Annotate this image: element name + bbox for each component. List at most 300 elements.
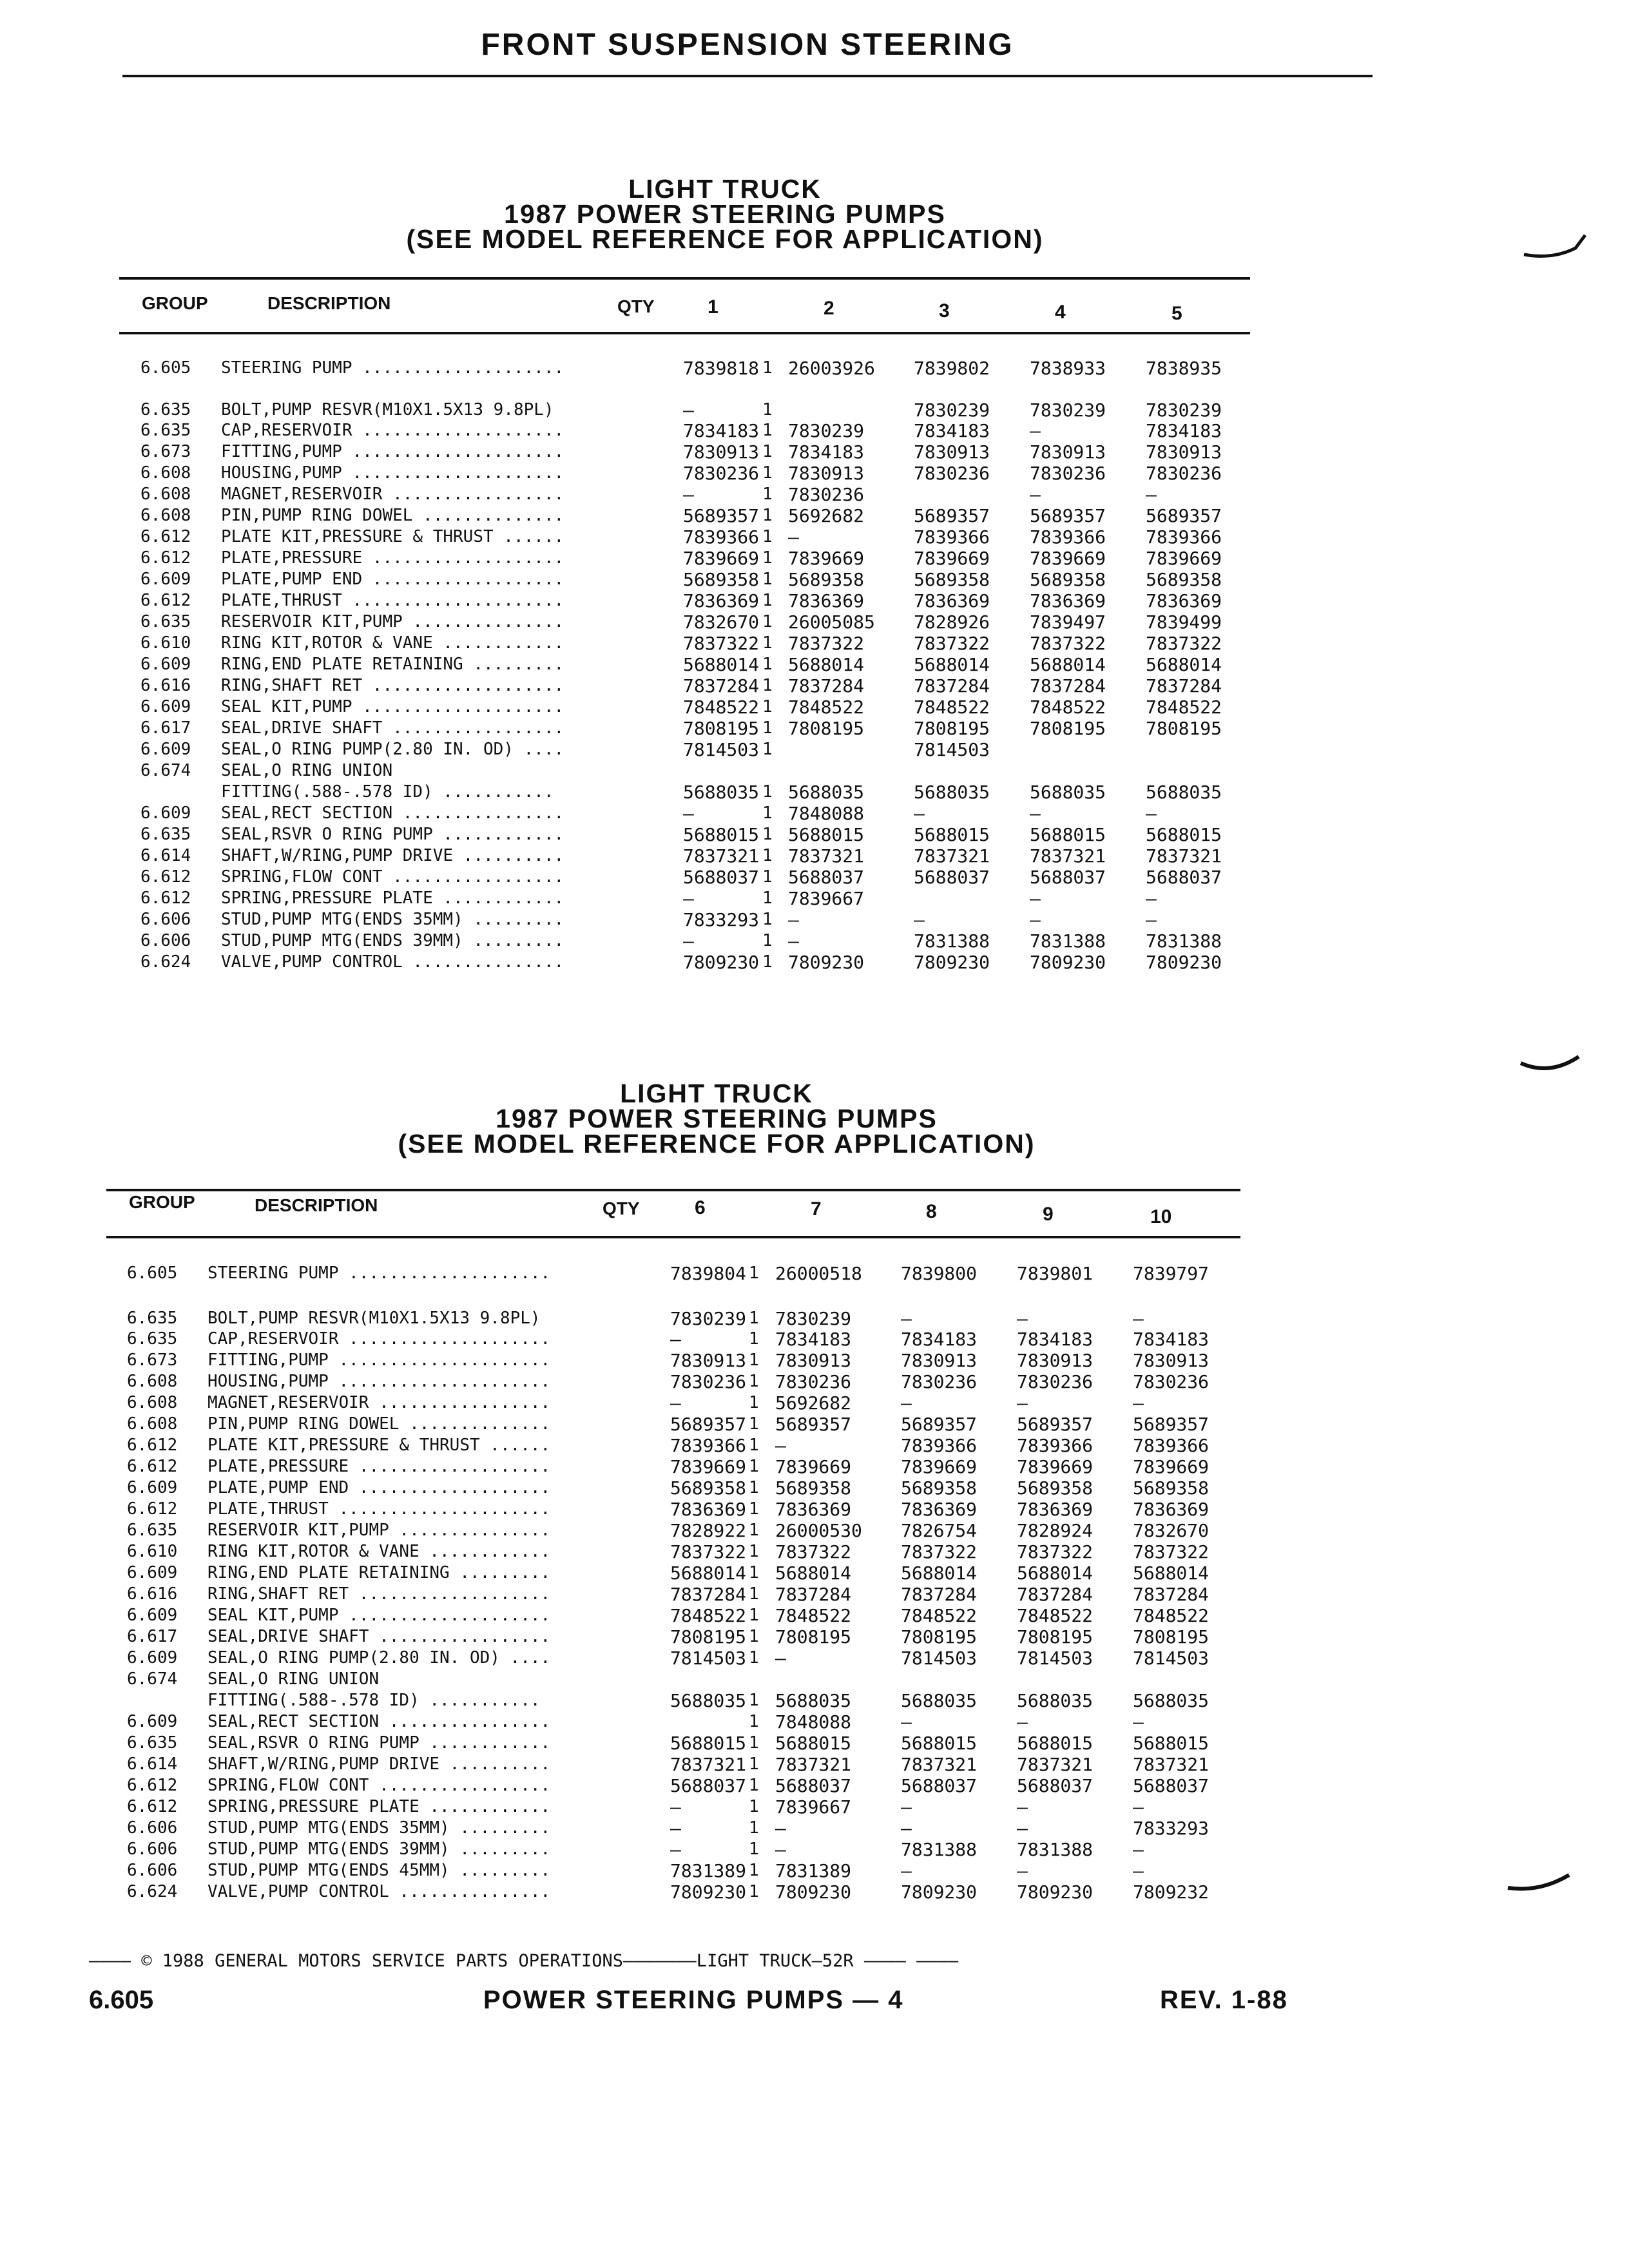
part-number-cell: 5688014 xyxy=(914,654,990,675)
part-number-cell: 7839667 xyxy=(788,888,865,909)
quantity: 1 xyxy=(749,1309,759,1328)
part-description: SEAL,DRIVE SHAFT ................. xyxy=(207,1627,551,1646)
group-number: 6.610 xyxy=(140,633,191,653)
part-number-cell: 7838935 xyxy=(1146,358,1222,379)
group-number: 6.605 xyxy=(140,358,191,378)
quantity: 1 xyxy=(749,1840,759,1859)
footer-page-label: POWER STEERING PUMPS — 4 xyxy=(483,1986,904,2014)
header-bottom-rule xyxy=(106,1236,1240,1238)
part-number-cell: — xyxy=(1017,1308,1028,1329)
part-number-cell: 7837284 xyxy=(1146,675,1222,697)
group-number: 6.609 xyxy=(140,803,191,823)
part-number-cell: 7836369 xyxy=(1146,590,1222,611)
part-number-cell: 7831388 xyxy=(1030,930,1106,952)
part-number-cell: 7839669 xyxy=(1133,1456,1210,1477)
part-description: SEAL,RSVR O RING PUMP ............ xyxy=(207,1733,551,1753)
part-number-cell: 7837321 xyxy=(788,845,865,867)
part-description: RING,END PLATE RETAINING ......... xyxy=(221,655,564,674)
part-number-cell: 7826754 xyxy=(901,1520,978,1541)
header-bottom-rule xyxy=(119,332,1250,334)
part-number-cell: 7834183 xyxy=(1133,1329,1210,1350)
column-header-9: 9 xyxy=(1043,1204,1054,1225)
part-number-cell: — xyxy=(901,1308,912,1329)
part-number-cell: 7828924 xyxy=(1017,1520,1094,1541)
group-number: 6.635 xyxy=(127,1521,178,1540)
part-number-cell: 7830913 xyxy=(670,1350,747,1371)
part-number-cell: 5688015 xyxy=(1133,1733,1210,1754)
part-description: STUD,PUMP MTG(ENDS 39MM) ......... xyxy=(207,1840,551,1859)
part-number-cell: 5688037 xyxy=(1030,867,1106,888)
part-number-cell: 7848522 xyxy=(901,1605,978,1626)
quantity: 1 xyxy=(762,740,773,759)
quantity: 1 xyxy=(762,676,773,695)
column-header-4: 4 xyxy=(1055,302,1066,323)
group-number: 6.612 xyxy=(127,1457,178,1476)
column-header-10: 10 xyxy=(1150,1206,1172,1227)
part-number-cell: — xyxy=(670,1329,681,1350)
part-number-cell: 7831388 xyxy=(1017,1839,1094,1860)
group-number: 6.612 xyxy=(140,867,191,887)
part-number-cell: — xyxy=(788,526,799,548)
part-number-cell: — xyxy=(901,1711,912,1733)
part-number-cell: 5688035 xyxy=(914,782,990,803)
quantity: 1 xyxy=(749,1436,759,1455)
group-number: 6.635 xyxy=(127,1733,178,1753)
group-number: 6.614 xyxy=(127,1754,178,1774)
part-number-cell: — xyxy=(1146,803,1157,824)
description-header: DESCRIPTION xyxy=(267,293,391,313)
part-number-cell: 7809230 xyxy=(1017,1881,1094,1903)
part-number-cell: 5688014 xyxy=(1017,1562,1094,1584)
group-number: 6.606 xyxy=(140,931,191,950)
part-number-cell: 7809232 xyxy=(1133,1881,1210,1903)
group-number: 6.606 xyxy=(127,1840,178,1859)
part-number-cell: 7837322 xyxy=(683,633,760,654)
quantity: 1 xyxy=(762,442,773,461)
qty-header: QTY xyxy=(602,1198,640,1218)
part-description: MAGNET,RESERVOIR ................. xyxy=(221,485,564,504)
part-number-cell: 7834183 xyxy=(1017,1329,1094,1350)
part-number-cell: 7837284 xyxy=(775,1584,852,1605)
part-number-cell: 5688014 xyxy=(683,654,760,675)
part-number-cell: 7830913 xyxy=(775,1350,852,1371)
group-number: 6.614 xyxy=(140,846,191,865)
part-number-cell: — xyxy=(683,484,694,505)
header-top-rule xyxy=(119,277,1250,280)
quantity: 1 xyxy=(749,1542,759,1561)
group-number: 6.609 xyxy=(127,1478,178,1497)
part-number-cell: 7834183 xyxy=(1146,420,1222,441)
part-number-cell: — xyxy=(901,1818,912,1839)
part-number-cell: — xyxy=(670,1796,681,1818)
part-number-cell: 7814503 xyxy=(1133,1648,1210,1669)
part-number-cell: 7837322 xyxy=(1133,1541,1210,1562)
part-number-cell: — xyxy=(775,1839,786,1860)
part-number-cell: 5689357 xyxy=(683,505,760,526)
part-number-cell: 7809230 xyxy=(788,952,865,973)
part-number-cell: 7839669 xyxy=(1030,548,1106,569)
part-number-cell: 7837322 xyxy=(1017,1541,1094,1562)
part-number-cell: 7814503 xyxy=(914,739,990,760)
part-description: HOUSING,PUMP ..................... xyxy=(207,1372,551,1391)
quantity: 1 xyxy=(762,421,773,440)
quantity: 1 xyxy=(749,1329,759,1349)
quantity: 1 xyxy=(749,1563,759,1582)
part-number-cell: 7809230 xyxy=(914,952,990,973)
group-number: 6.608 xyxy=(127,1393,178,1412)
part-number-cell: 7838933 xyxy=(1030,358,1106,379)
part-number-cell: 5688014 xyxy=(775,1562,852,1584)
part-number-cell: 5688015 xyxy=(670,1733,747,1754)
part-description: FITTING,PUMP ..................... xyxy=(221,442,564,461)
quantity: 1 xyxy=(762,910,773,929)
part-number-cell: 7836369 xyxy=(670,1499,747,1520)
part-number-cell: — xyxy=(670,1818,681,1839)
group-number: 6.612 xyxy=(127,1436,178,1455)
part-number-cell: 7837321 xyxy=(775,1754,852,1775)
part-number-cell: 7837321 xyxy=(1146,845,1222,867)
part-number-cell: 7839499 xyxy=(1146,611,1222,633)
part-number-cell: 7830236 xyxy=(1146,463,1222,484)
part-number-cell: 5689357 xyxy=(914,505,990,526)
group-number: 6.624 xyxy=(140,952,191,972)
part-number-cell: 7839366 xyxy=(1017,1435,1094,1456)
part-number-cell: 7830239 xyxy=(788,420,865,441)
part-description: STUD,PUMP MTG(ENDS 35MM) ......... xyxy=(221,910,564,929)
part-number-cell: — xyxy=(1146,484,1157,505)
part-number-cell: 5689357 xyxy=(901,1414,978,1435)
group-number: 6.673 xyxy=(140,442,191,461)
quantity: 1 xyxy=(749,1606,759,1625)
group-number: 6.612 xyxy=(140,548,191,568)
part-number-cell: — xyxy=(1017,1392,1028,1414)
part-description: VALVE,PUMP CONTROL ............... xyxy=(207,1882,551,1901)
quantity: 1 xyxy=(762,697,773,716)
quantity: 1 xyxy=(749,1776,759,1795)
part-number-cell: 5689358 xyxy=(901,1477,978,1499)
part-number-cell: 7839669 xyxy=(683,548,760,569)
part-description: PLATE,THRUST ..................... xyxy=(207,1499,551,1519)
part-number-cell: 7839366 xyxy=(1030,526,1106,548)
column-header-1: 1 xyxy=(708,296,718,318)
group-number: 6.612 xyxy=(140,889,191,908)
part-description: STUD,PUMP MTG(ENDS 35MM) ......... xyxy=(207,1818,551,1838)
part-description: SPRING,FLOW CONT ................. xyxy=(207,1776,551,1795)
part-description: SHAFT,W/RING,PUMP DRIVE .......... xyxy=(221,846,564,865)
part-description: PLATE KIT,PRESSURE & THRUST ...... xyxy=(221,527,564,546)
part-description: MAGNET,RESERVOIR ................. xyxy=(207,1393,551,1412)
part-number-cell: 7848522 xyxy=(670,1605,747,1626)
quantity: 1 xyxy=(762,889,773,908)
group-number: 6.624 xyxy=(127,1882,178,1901)
quantity: 1 xyxy=(762,782,773,802)
part-number-cell: 5688014 xyxy=(1146,654,1222,675)
part-number-cell: 7831389 xyxy=(670,1860,747,1881)
quantity: 1 xyxy=(749,1733,759,1753)
group-number: 6.612 xyxy=(140,527,191,546)
part-number-cell: 7808195 xyxy=(1017,1626,1094,1648)
part-number-cell: 7848088 xyxy=(775,1711,852,1733)
section-title-line-3: (SEE MODEL REFERENCE FOR APPLICATION) xyxy=(398,1129,1036,1158)
part-number-cell: 7837322 xyxy=(914,633,990,654)
part-number-cell: — xyxy=(1133,1860,1144,1881)
part-number-cell: 7830236 xyxy=(788,484,865,505)
part-number-cell: 7834183 xyxy=(901,1329,978,1350)
part-number-cell: — xyxy=(1133,1839,1144,1860)
quantity: 1 xyxy=(762,612,773,631)
part-number-cell: 7834183 xyxy=(914,420,990,441)
quantity: 1 xyxy=(749,1393,759,1412)
part-number-cell: — xyxy=(788,930,799,952)
part-number-cell: 7830239 xyxy=(914,399,990,421)
part-number-cell: 26003926 xyxy=(788,358,875,379)
part-number-cell: 7808195 xyxy=(901,1626,978,1648)
part-number-cell: 7839366 xyxy=(1133,1435,1210,1456)
quantity: 1 xyxy=(762,633,773,653)
part-number-cell: 5688015 xyxy=(914,824,990,845)
group-number: 6.609 xyxy=(140,697,191,716)
part-number-cell: 5688015 xyxy=(775,1733,852,1754)
column-header-6: 6 xyxy=(695,1197,706,1218)
part-number-cell: 5688015 xyxy=(1030,824,1106,845)
group-number: 6.608 xyxy=(140,506,191,525)
part-number-cell: 7834183 xyxy=(683,420,760,441)
group-number: 6.609 xyxy=(140,570,191,589)
part-number-cell: 7809230 xyxy=(683,952,760,973)
part-number-cell: 7814503 xyxy=(901,1648,978,1669)
part-number-cell: 7837322 xyxy=(1146,633,1222,654)
part-number-cell: 7837284 xyxy=(1030,675,1106,697)
part-description: STEERING PUMP .................... xyxy=(221,358,564,378)
part-description: STEERING PUMP .................... xyxy=(207,1264,551,1283)
part-number-cell: 7848522 xyxy=(683,697,760,718)
part-number-cell: 7837284 xyxy=(683,675,760,697)
part-number-cell: — xyxy=(901,1796,912,1818)
part-number-cell: 5688037 xyxy=(1017,1775,1094,1796)
part-number-cell: 7848522 xyxy=(1030,697,1106,718)
quantity: 1 xyxy=(762,358,773,378)
part-description: BOLT,PUMP RESVR(M10X1.5X13 9.8PL) xyxy=(207,1309,541,1328)
footer-group-number: 6.605 xyxy=(89,1986,154,2014)
part-description: STUD,PUMP MTG(ENDS 45MM) ......... xyxy=(207,1861,551,1880)
group-number: 6.609 xyxy=(127,1606,178,1625)
part-number-cell: 7830239 xyxy=(775,1308,852,1329)
part-description: FITTING(.588-.578 ID) ........... xyxy=(221,782,554,802)
part-description: FITTING,PUMP ..................... xyxy=(207,1350,551,1370)
group-number: 6.609 xyxy=(140,655,191,674)
group-number: 6.609 xyxy=(127,1563,178,1582)
part-number-cell: 5689358 xyxy=(914,569,990,590)
part-number-cell: — xyxy=(670,1392,681,1414)
group-number: 6.635 xyxy=(140,421,191,440)
part-number-cell: 7830236 xyxy=(901,1371,978,1392)
part-number-cell: 5688037 xyxy=(901,1775,978,1796)
part-description: CAP,RESERVOIR .................... xyxy=(207,1329,551,1349)
part-number-cell: 7830236 xyxy=(775,1371,852,1392)
margin-mark-top xyxy=(1521,229,1592,267)
part-number-cell: 7834183 xyxy=(775,1329,852,1350)
part-number-cell: 26005085 xyxy=(788,611,875,633)
part-number-cell: 7839669 xyxy=(1146,548,1222,569)
part-number-cell: 5688037 xyxy=(1146,867,1222,888)
part-number-cell: 7831389 xyxy=(775,1860,852,1881)
quantity: 1 xyxy=(762,803,773,823)
part-number-cell: 7808195 xyxy=(914,718,990,739)
part-number-cell: 5688015 xyxy=(1017,1733,1094,1754)
part-number-cell: 7834183 xyxy=(788,441,865,463)
part-number-cell: 5688037 xyxy=(1133,1775,1210,1796)
part-number-cell: 7808195 xyxy=(670,1626,747,1648)
part-number-cell: 7836369 xyxy=(788,590,865,611)
quantity: 1 xyxy=(762,527,773,546)
part-number-cell: 7839366 xyxy=(914,526,990,548)
page-title: FRONT SUSPENSION STEERING xyxy=(481,28,1014,62)
part-number-cell: 7839497 xyxy=(1030,611,1106,633)
part-number-cell: 7830236 xyxy=(914,463,990,484)
quantity: 1 xyxy=(762,506,773,525)
part-number-cell: — xyxy=(1133,1711,1144,1733)
part-description: PLATE KIT,PRESSURE & THRUST ...... xyxy=(207,1436,551,1455)
part-number-cell: — xyxy=(1017,1818,1028,1839)
title-rule xyxy=(122,75,1373,77)
part-number-cell: 7808195 xyxy=(1133,1626,1210,1648)
part-number-cell: — xyxy=(1030,420,1041,441)
part-description: PLATE,PUMP END ................... xyxy=(221,570,564,589)
part-number-cell: 7833293 xyxy=(683,909,760,930)
part-number-cell: 7839669 xyxy=(670,1456,747,1477)
part-number-cell: 5689358 xyxy=(775,1477,852,1499)
part-number-cell: — xyxy=(1133,1796,1144,1818)
part-number-cell: 5688037 xyxy=(670,1775,747,1796)
part-number-cell: 7839669 xyxy=(788,548,865,569)
section-title-line-2: 1987 POWER STEERING PUMPS xyxy=(496,1104,938,1133)
group-number: 6.616 xyxy=(127,1584,178,1604)
part-number-cell: 7809230 xyxy=(670,1881,747,1903)
quantity: 1 xyxy=(762,718,773,738)
part-number-cell: — xyxy=(1017,1711,1028,1733)
quantity: 1 xyxy=(762,846,773,865)
quantity: 1 xyxy=(749,1754,759,1774)
part-number-cell: — xyxy=(1030,888,1041,909)
part-description: SEAL KIT,PUMP .................... xyxy=(221,697,564,716)
part-description: RING,SHAFT RET ................... xyxy=(221,676,564,695)
column-header-3: 3 xyxy=(939,300,950,322)
part-number-cell: 7837321 xyxy=(914,845,990,867)
part-number-cell: 7830913 xyxy=(1017,1350,1094,1371)
part-number-cell: 7809230 xyxy=(775,1881,852,1903)
part-number-cell: 7828926 xyxy=(914,611,990,633)
part-number-cell: 7839800 xyxy=(901,1263,978,1284)
group-number: 6.617 xyxy=(140,718,191,738)
part-number-cell: 7848088 xyxy=(788,803,865,824)
quantity: 1 xyxy=(762,952,773,972)
part-number-cell: 5689358 xyxy=(1017,1477,1094,1499)
part-number-cell: 7839804 xyxy=(670,1263,747,1284)
part-number-cell: 5688015 xyxy=(788,824,865,845)
part-number-cell: — xyxy=(1017,1796,1028,1818)
part-number-cell: 7830913 xyxy=(914,441,990,463)
footer-revision: REV. 1-88 xyxy=(1160,1986,1288,2014)
part-number-cell: 7839667 xyxy=(775,1796,852,1818)
quantity: 1 xyxy=(749,1264,759,1283)
part-number-cell: 7837284 xyxy=(788,675,865,697)
part-number-cell: 26000530 xyxy=(775,1520,862,1541)
group-number: 6.674 xyxy=(127,1669,178,1689)
part-description: SPRING,FLOW CONT ................. xyxy=(221,867,564,887)
part-number-cell: 7830239 xyxy=(670,1308,747,1329)
part-number-cell: 7830913 xyxy=(901,1350,978,1371)
header-top-rule xyxy=(106,1189,1240,1191)
part-number-cell: 5688035 xyxy=(1017,1690,1094,1711)
part-description: PLATE,PRESSURE ................... xyxy=(221,548,564,568)
group-header: GROUP xyxy=(129,1192,195,1212)
part-description: SEAL,O RING UNION xyxy=(207,1669,380,1689)
group-number: 6.606 xyxy=(127,1861,178,1880)
part-description: RING KIT,ROTOR & VANE ............ xyxy=(207,1542,551,1561)
quantity: 1 xyxy=(749,1521,759,1540)
part-number-cell: 7839801 xyxy=(1017,1263,1094,1284)
part-number-cell: 7830913 xyxy=(683,441,760,463)
part-number-cell: — xyxy=(901,1392,912,1414)
part-description: SPRING,PRESSURE PLATE ............ xyxy=(221,889,564,908)
part-number-cell: 7808195 xyxy=(683,718,760,739)
group-number: 6.609 xyxy=(140,740,191,759)
quantity: 1 xyxy=(762,655,773,674)
part-number-cell: — xyxy=(1030,484,1041,505)
part-number-cell: 7837321 xyxy=(1133,1754,1210,1775)
part-number-cell: — xyxy=(670,1839,681,1860)
part-number-cell: 7837322 xyxy=(901,1541,978,1562)
group-number: 6.617 xyxy=(127,1627,178,1646)
part-description: PLATE,THRUST ..................... xyxy=(221,591,564,610)
group-number: 6.609 xyxy=(127,1712,178,1731)
part-number-cell: 7831388 xyxy=(1146,930,1222,952)
group-number: 6.673 xyxy=(127,1350,178,1370)
part-description: SHAFT,W/RING,PUMP DRIVE .......... xyxy=(207,1754,551,1774)
group-number: 6.612 xyxy=(127,1776,178,1795)
part-number-cell: 7830236 xyxy=(1030,463,1106,484)
part-number-cell: 7837321 xyxy=(1017,1754,1094,1775)
quantity: 1 xyxy=(749,1861,759,1880)
quantity: 1 xyxy=(762,400,773,419)
quantity: 1 xyxy=(749,1818,759,1838)
part-number-cell: 7837322 xyxy=(1030,633,1106,654)
part-number-cell: 7828922 xyxy=(670,1520,747,1541)
part-description: FITTING(.588-.578 ID) ........... xyxy=(207,1691,541,1710)
group-number: 6.606 xyxy=(127,1818,178,1838)
footer-copyright: ———— © 1988 GENERAL MOTORS SERVICE PARTS OPERATIONS———————LIGHT TRUCK—52R ———— ———— xyxy=(89,1951,959,1971)
quantity: 1 xyxy=(762,867,773,887)
part-number-cell: 7836369 xyxy=(1030,590,1106,611)
group-number: 6.635 xyxy=(140,825,191,844)
part-number-cell: 5688035 xyxy=(901,1690,978,1711)
part-number-cell: 5688037 xyxy=(788,867,865,888)
part-number-cell: 5689358 xyxy=(683,569,760,590)
part-number-cell: 7836369 xyxy=(901,1499,978,1520)
column-header-2: 2 xyxy=(824,298,834,319)
part-number-cell: 7832670 xyxy=(683,611,760,633)
part-number-cell: 7833293 xyxy=(1133,1818,1210,1839)
part-number-cell: 5688014 xyxy=(901,1562,978,1584)
quantity: 1 xyxy=(762,570,773,589)
part-number-cell: 7814503 xyxy=(683,739,760,760)
part-number-cell: 7830239 xyxy=(1030,399,1106,421)
quantity: 1 xyxy=(749,1627,759,1646)
group-number: 6.616 xyxy=(140,676,191,695)
part-number-cell: 7836369 xyxy=(914,590,990,611)
part-number-cell: 7808195 xyxy=(1030,718,1106,739)
quantity: 1 xyxy=(749,1350,759,1370)
